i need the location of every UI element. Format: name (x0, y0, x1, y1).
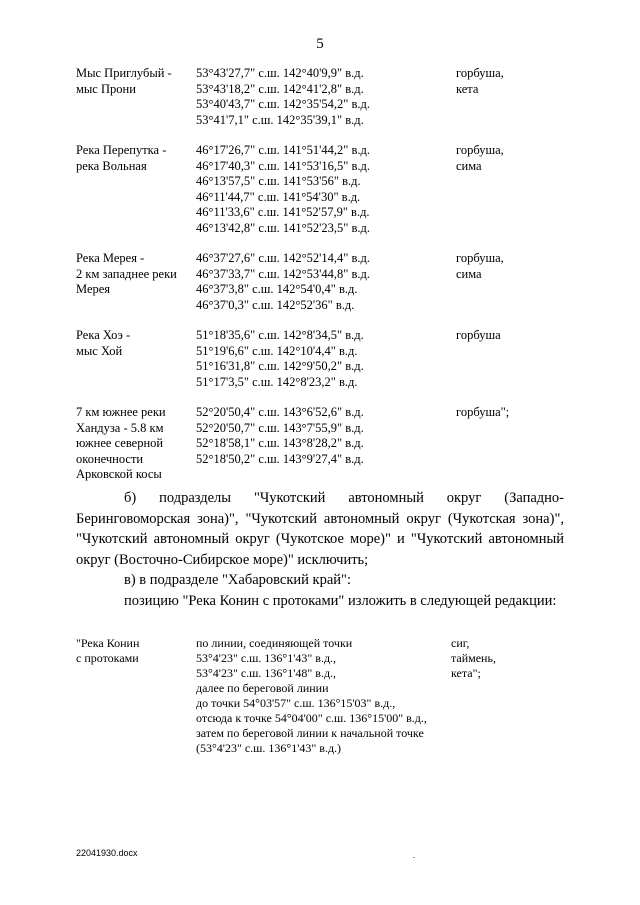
coordinate-line: 51°17'3,5" с.ш. 142°8'23,2" в.д. (196, 374, 358, 389)
konin-description-line: 53°4'23" с.ш. 136°1'43" в.д., (196, 651, 337, 665)
konin-name-line: с протоками (76, 651, 139, 665)
coordinate-line: 53°41'7,1" с.ш. 142°35'39,1" в.д. (196, 112, 364, 127)
coordinate-line: 46°17'26,7" с.ш. 141°51'44,2" в.д. (196, 143, 371, 157)
area-name-line: Река Перепутка - (76, 143, 167, 157)
konin-description-line: до точки 54°03'57" с.ш. 136°15'03" в.д., (196, 696, 396, 710)
species-line: кета (456, 81, 479, 96)
area-name-line: 2 км западнее реки (76, 266, 177, 281)
species-cell (456, 328, 566, 390)
coordinates-cell (196, 328, 456, 390)
area-name-line: южнее северной (76, 436, 164, 450)
konin-species-line: сиг, (451, 636, 470, 650)
konin-river-table (76, 636, 561, 756)
coordinate-line: 46°17'40,3" с.ш. 141°53'16,5" в.д. (196, 158, 371, 173)
table-row (76, 251, 566, 313)
species-cell (456, 405, 566, 483)
species-cell (456, 143, 566, 236)
species-line: горбуша"; (456, 405, 510, 419)
coordinate-line: 46°37'3,8" с.ш. 142°54'0,4" в.д. (196, 282, 358, 296)
area-name-line: мыс Прони (76, 81, 136, 96)
konin-description-line: по линии, соединяющей точки (196, 636, 353, 650)
area-name-cell (76, 328, 196, 390)
paragraph-b: б) подразделы "Чукотский автономный округ (Западно-Беринговоморская зона)", "Чукотский автономный округ (Чукотская зона)", "Чукотский автономный округ (Чукотское море)" и "Чукотский автономный округ (Восточно-Сибирское море)" исключить; (76, 490, 564, 568)
coordinate-line: 51°19'6,6" с.ш. 142°10'4,4" в.д. (196, 343, 358, 358)
coordinate-line: 52°20'50,7" с.ш. 143°7'55,9" в.д. (196, 420, 364, 435)
area-name-cell (76, 66, 196, 128)
area-name-line: Хандуза - 5.8 км (76, 420, 164, 435)
species-line: сима (456, 158, 482, 173)
coordinate-line: 53°43'18,2" с.ш. 142°41'2,8" в.д. (196, 81, 364, 96)
species-cell (456, 66, 566, 128)
konin-species-line: кета"; (451, 666, 481, 680)
table-row (76, 328, 566, 390)
page-number: 5 (316, 36, 324, 52)
coordinate-line: 46°11'44,7" с.ш. 141°54'30" в.д. (196, 189, 361, 204)
fishing-areas-table (76, 66, 566, 498)
table-row (76, 66, 566, 128)
coordinates-cell (196, 66, 456, 128)
coordinates-cell (196, 143, 456, 236)
area-name-line: 7 км южнее реки (76, 405, 166, 419)
species-line: сима (456, 266, 482, 281)
table-row (76, 143, 566, 236)
konin-description-line: затем по береговой линии к начальной точке (196, 726, 424, 740)
page-mark (413, 857, 415, 858)
konin-description-line: отсюда к точке 54°04'00" с.ш. 136°15'00" в.д., (196, 711, 427, 725)
coordinate-line: 52°18'50,2" с.ш. 143°9'27,4" в.д. (196, 451, 364, 466)
konin-description-cell (196, 636, 451, 756)
area-name-line: Мерея (76, 282, 111, 296)
konin-description-line: 53°4'23" с.ш. 136°1'48" в.д., (196, 666, 337, 680)
area-name-cell (76, 143, 196, 236)
konin-description-line: далее по береговой линии (196, 681, 329, 695)
konin-name-cell (76, 636, 196, 756)
species-line: горбуша (456, 328, 501, 342)
area-name-cell (76, 405, 196, 483)
paragraph-v: в) в подразделе "Хабаровский край": (124, 572, 351, 588)
coordinate-line: 46°11'33,6" с.ш. 141°52'57,9" в.д. (196, 205, 370, 219)
area-name-line: оконечности (76, 451, 144, 466)
coordinate-line: 46°13'57,5" с.ш. 141°53'56" в.д. (196, 174, 361, 188)
area-name-line: Река Хоэ - (76, 328, 131, 342)
species-line: горбуша, (456, 143, 504, 157)
coordinate-line: 51°16'31,8" с.ш. 142°9'50,2" в.д. (196, 359, 364, 373)
konin-species-cell (451, 636, 561, 756)
table-row (76, 405, 566, 483)
species-cell (456, 251, 566, 313)
area-name-line: река Вольная (76, 158, 147, 173)
area-name-line: мыс Хой (76, 343, 123, 358)
species-line: горбуша, (456, 251, 504, 265)
coordinate-line: 46°37'33,7" с.ш. 142°53'44,8" в.д. (196, 266, 371, 281)
coordinates-cell (196, 251, 456, 313)
coordinate-line: 52°20'50,4" с.ш. 143°6'52,6" в.д. (196, 405, 364, 419)
coordinate-line: 53°43'27,7" с.ш. 142°40'9,9" в.д. (196, 66, 364, 80)
area-name-line: Мыс Приглубый - (76, 66, 172, 80)
coordinate-line: 46°37'0,3" с.ш. 142°52'36" в.д. (196, 297, 355, 312)
konin-name-line: "Река Конин (76, 636, 140, 650)
coordinate-line: 52°18'58,1" с.ш. 143°8'28,2" в.д. (196, 436, 364, 450)
coordinate-line: 46°37'27,6" с.ш. 142°52'14,4" в.д. (196, 251, 371, 265)
konin-description-line: (53°4'23" с.ш. 136°1'43" в.д.) (196, 741, 342, 755)
coordinates-cell (196, 405, 456, 483)
area-name-cell (76, 251, 196, 313)
konin-species-line: таймень, (451, 651, 496, 665)
coordinate-line: 46°13'42,8" с.ш. 141°52'23,5" в.д. (196, 220, 371, 235)
coordinate-line: 51°18'35,6" с.ш. 142°8'34,5" в.д. (196, 328, 364, 342)
area-name-line: Река Мерея - (76, 251, 145, 265)
area-name-line: Арковской косы (76, 467, 162, 481)
species-line: горбуша, (456, 66, 504, 80)
document-filename: 22041930.docx (76, 848, 138, 858)
coordinate-line: 53°40'43,7" с.ш. 142°35'54,2" в.д. (196, 97, 371, 111)
paragraph-position: позицию "Река Конин с протоками" изложить в следующей редакции: (124, 593, 557, 609)
